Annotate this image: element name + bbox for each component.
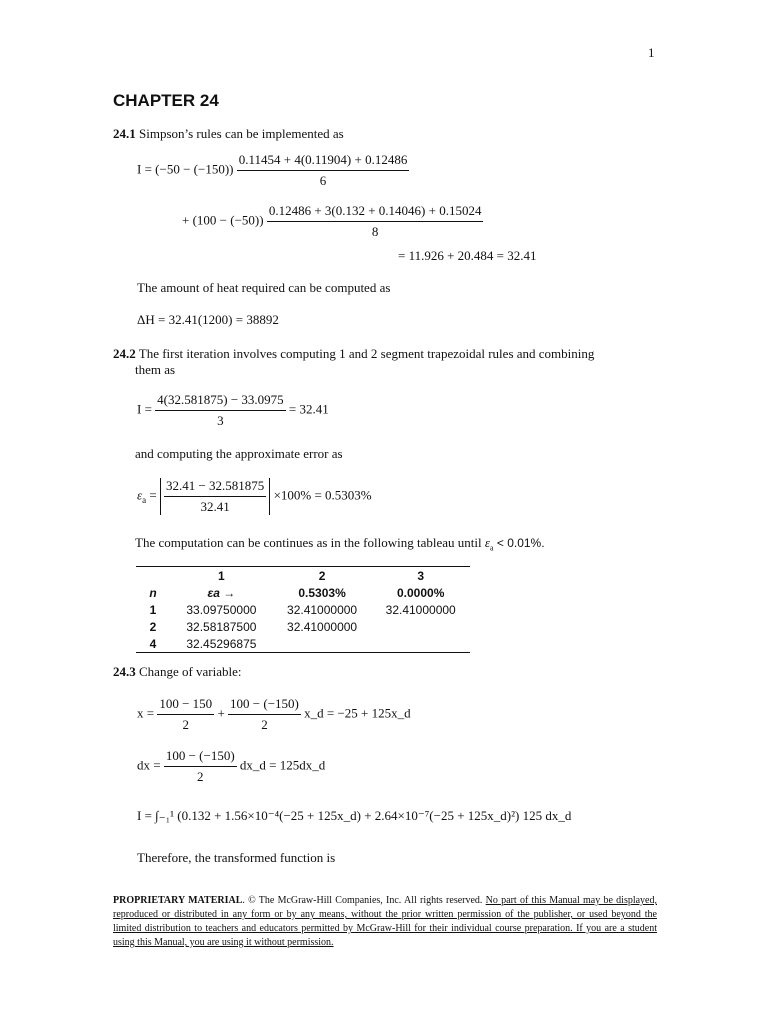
romberg-table <box>136 566 470 653</box>
fraction <box>155 392 286 429</box>
fraction <box>228 696 301 733</box>
intro-text: Change of variable: <box>139 664 242 679</box>
eq-lhs: I = <box>137 401 152 417</box>
intro-text: The first iteration involves computing 1 and 2 segment trapezoidal rules and combining <box>138 346 595 361</box>
denominator: 6 <box>319 173 327 188</box>
table-cell: 2 <box>273 567 372 585</box>
table-cell <box>371 618 470 635</box>
tableau-text <box>135 535 545 553</box>
absolute-value <box>160 478 270 515</box>
denominator: 2 <box>261 717 268 732</box>
eq-lhs: I = (−50 − (−150)) <box>137 161 234 177</box>
table-cell: 32.41000000 <box>287 602 358 617</box>
eq-lhs: x = <box>137 705 155 721</box>
fraction <box>267 203 484 240</box>
table-cell <box>273 635 372 653</box>
table-header-row <box>136 584 470 601</box>
table-cell: 4 <box>136 635 170 653</box>
fraction <box>157 696 214 733</box>
table-cell: 1 <box>170 567 273 585</box>
error-text: and computing the approximate error as <box>135 446 343 461</box>
page-number: 1 <box>648 45 655 60</box>
numerator: 100 − 150 <box>157 696 214 715</box>
footer-underlined: No part of this Manual may be displayed, reproduced or distributed in any form or by any means, without the prior written permission of the publisher, or used beyond the limited distribution to teachers and educators permitted by McGraw-Hill for their individual course preparation. If you are a student using this Manual, you are using it without permission. <box>113 895 657 948</box>
change-of-variable-x <box>137 696 411 733</box>
intro-text: Simpson’s rules can be implemented as <box>139 126 344 141</box>
simpson-equation-line2 <box>182 203 483 240</box>
problem-24-1-intro <box>113 126 344 142</box>
denominator: 2 <box>197 769 204 784</box>
numerator: 32.41 − 32.581875 <box>164 478 266 497</box>
table-cell: 3 <box>371 567 470 585</box>
romberg-equation <box>137 392 329 429</box>
table-cell: 32.41000000 <box>385 602 456 617</box>
table-row <box>136 601 470 618</box>
table-row <box>136 635 470 653</box>
change-of-variable-dx <box>137 748 325 785</box>
therefore-text: Therefore, the transformed function is <box>137 850 336 865</box>
table-cell: 32.58187500 <box>186 619 257 634</box>
transformed-integral: I = ∫₋₁¹ (0.132 + 1.56×10⁻⁴(−25 + 125x_d) + 2.64×10⁻⁷(−25 + 125x_d)²) 125 dx_d <box>137 808 572 823</box>
copyright-footer <box>113 894 657 950</box>
problem-number: 24.2 <box>113 346 136 361</box>
epsilon-symbol: ε <box>484 535 490 550</box>
numerator: 4(32.581875) − 33.0975 <box>155 392 286 411</box>
tableau-text-body: The computation can be continues as in the following tableau until <box>135 535 485 550</box>
heat-equation: ΔH = 32.41(1200) = 38892 <box>137 312 279 327</box>
table-header-cell: 0.5303% <box>298 585 346 600</box>
fraction <box>164 478 266 515</box>
table-cell: 33.09750000 <box>186 602 257 617</box>
eq-rhs: ×100% = 0.5303% <box>273 487 372 503</box>
problem-number: 24.3 <box>113 664 136 679</box>
chapter-title: CHAPTER 24 <box>113 91 219 110</box>
tableau-text-end: < 0.01%. <box>493 536 545 550</box>
eq-lhs: + (100 − (−50)) <box>182 212 264 228</box>
denominator: 8 <box>371 224 379 239</box>
numerator: 0.11454 + 4(0.11904) + 0.12486 <box>237 152 410 171</box>
problem-24-2-intro <box>113 346 594 362</box>
eq-rhs: = 32.41 <box>288 401 329 417</box>
footer-text: . © The McGraw-Hill Companies, Inc. All rights reserved. <box>242 895 486 906</box>
denominator: 3 <box>217 413 224 428</box>
fraction <box>164 748 237 785</box>
table-cell: 1 <box>149 602 157 617</box>
table-cell: 2 <box>149 619 157 634</box>
table-header-cell: n <box>149 585 157 600</box>
table-row <box>136 618 470 635</box>
simpson-equation-line1 <box>137 152 409 189</box>
simpson-result: = 11.926 + 20.484 = 32.41 <box>398 248 537 263</box>
table-cell <box>136 567 170 585</box>
plus: + <box>217 705 225 721</box>
subscript: a <box>489 543 494 553</box>
numerator: 100 − (−150) <box>228 696 301 715</box>
numerator: 100 − (−150) <box>164 748 237 767</box>
heat-text: The amount of heat required can be computed as <box>137 280 391 295</box>
table-column-numbers <box>136 567 470 585</box>
table-cell: 32.41000000 <box>287 619 358 634</box>
denominator: 2 <box>182 717 190 732</box>
table-header-cell: εa → <box>207 585 236 600</box>
table-cell <box>371 635 470 653</box>
problem-24-3-intro <box>113 664 242 680</box>
eq-rhs: x_d = −25 + 125x_d <box>304 705 411 721</box>
intro-text-line2: them as <box>135 362 176 377</box>
table-header-cell: 0.0000% <box>396 585 445 600</box>
problem-number: 24.1 <box>113 126 136 141</box>
table-cell: 32.45296875 <box>170 635 273 653</box>
numerator: 0.12486 + 3(0.132 + 0.14046) + 0.15024 <box>267 203 484 222</box>
footer-bold: PROPRIETARY MATERIAL <box>113 895 243 906</box>
denominator: 32.41 <box>200 499 230 514</box>
equals: = <box>146 487 157 503</box>
eq-lhs: dx = <box>137 757 161 773</box>
epsilon-symbol: ε <box>137 487 143 503</box>
subscript: a <box>142 495 147 506</box>
fraction <box>237 152 410 189</box>
error-equation <box>137 478 372 515</box>
eq-rhs: dx_d = 125dx_d <box>239 757 326 773</box>
